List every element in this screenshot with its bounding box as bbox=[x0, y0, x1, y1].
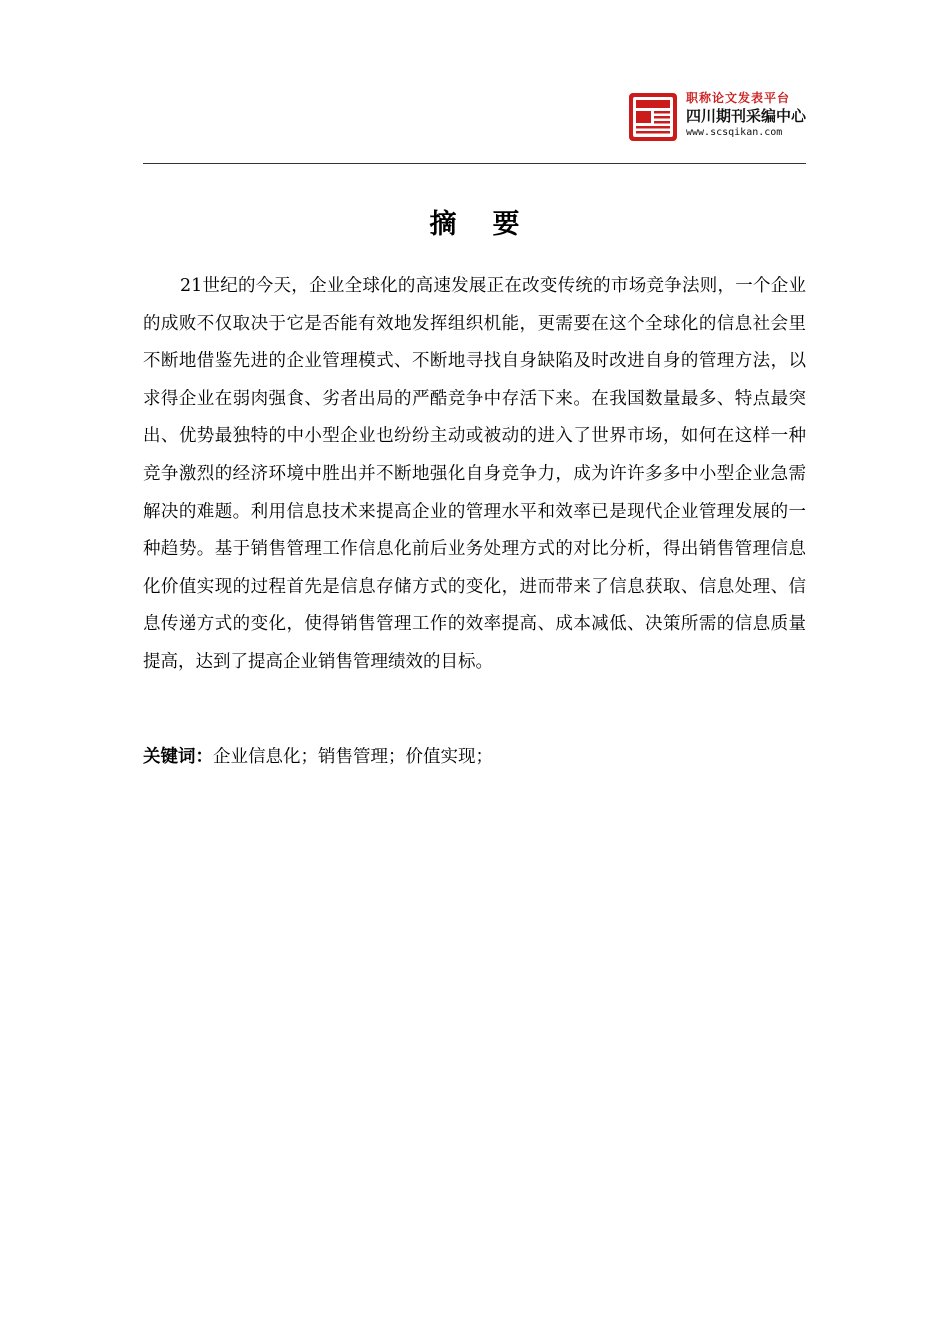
keywords-value: 企业信息化；销售管理；价值实现； bbox=[213, 747, 493, 767]
keywords-label: 关键词： bbox=[143, 747, 213, 767]
header-divider bbox=[143, 163, 806, 164]
logo-name: 四川期刊采编中心 bbox=[686, 107, 807, 125]
abstract-paragraph: 21世纪的今天，企业全球化的高速发展正在改变传统的市场竞争法则，一个企业的成败不仅取决于它是否能有效地发挥组织机能，更需要在这个全球化的信息社会里不断地借鉴先进的企业管理模式、不断地寻找自身缺陷及时改进自身的管理方法，以求得企业在弱肉强食、劣者出局的严酷竞争中存活下来。在我国数量最多、特点最突出、优势最独特的中小型企业也纷纷主动或被动的进入了世界市场，如何在这样一种竞争激烈的经济环境中胜出并不断地强化自身竞争力，成为许许多多中小型企业急需解决的难题。利用信息技术来提高企业的管理水平和效率已是现代企业管理发展的一种趋势。基于销售管理工作信息化前后业务处理方式的对比分析，得出销售管理信息化价值实现的过程首先是信息存储方式的变化，进而带来了信息获取、信息处理、信息传递方式的变化，使得销售管理工作的效率提高、成本减低、决策所需的信息质量提高，达到了提高企业销售管理绩效的目标。 bbox=[143, 276, 806, 672]
newspaper-icon bbox=[628, 92, 678, 142]
logo-slogan: 职称论文发表平台 bbox=[686, 91, 791, 105]
keywords-line bbox=[143, 740, 806, 774]
logo-text bbox=[686, 90, 808, 140]
page-title: 摘要 bbox=[429, 209, 556, 240]
publisher-logo bbox=[628, 90, 808, 144]
logo-url: www.scsqikan.com bbox=[686, 127, 783, 138]
